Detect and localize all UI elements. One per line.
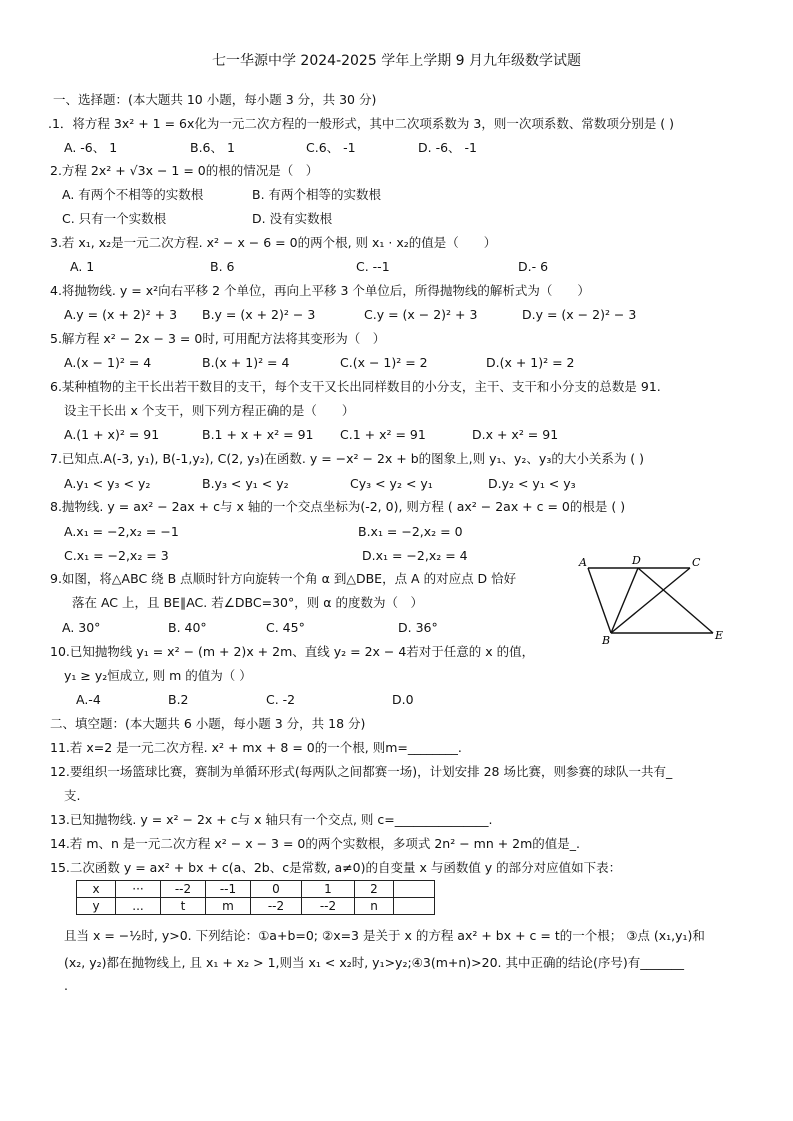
table-row bbox=[77, 898, 435, 915]
question-stem: 设主干长出 x 个支干，则下列方程正确的是（ ） bbox=[64, 403, 355, 418]
option: B. 40° bbox=[168, 620, 207, 635]
option: D. -6、 -1 bbox=[418, 140, 477, 155]
point-label-e: E bbox=[715, 629, 724, 642]
question-stem: 9.如图，将△ABC 绕 B 点顺时针方向旋转一个角 α 到△DBE，点 A 的对应点 D 恰好 bbox=[50, 571, 517, 586]
question-stem: 12.要组织一场篮球比赛，赛制为单循环形式(每两队之间都赛一场)，计划安排 28 场比赛，则参赛的球队一共有_ bbox=[50, 764, 673, 779]
point-label-a: A bbox=[579, 556, 587, 569]
table-cell: --2 bbox=[161, 881, 206, 898]
option: C.x₁ = −2,x₂ = 3 bbox=[64, 548, 169, 563]
option: A. 有两个不相等的实数根 bbox=[62, 187, 204, 202]
table-cell: y bbox=[77, 898, 116, 915]
table-cell: 0 bbox=[251, 881, 302, 898]
question-stem: 6.某种植物的主干长出若干数目的支干，每个支干又长出同样数目的小分支，主干、支干和小分支的总数是 91. bbox=[50, 379, 661, 394]
section-heading: 二、填空题：(本大题共 6 小题，每小题 3 分，共 18 分) bbox=[50, 716, 366, 731]
option: A. 30° bbox=[62, 620, 101, 635]
table-row bbox=[77, 881, 435, 898]
option: A.-4 bbox=[76, 692, 101, 707]
table-cell: ··· bbox=[116, 881, 161, 898]
question-stem: 7.已知点.A(-3, y₁), B(-1,y₂), C(2, y₃)在函数. y = −x² − 2x + b的图象上,则 y₁、y₂、y₃的大小关系为 ( ) bbox=[50, 451, 645, 466]
option: B.6、 1 bbox=[190, 140, 235, 155]
question-stem: 14.若 m、n 是一元二次方程 x² − x − 3 = 0的两个实数根，多项式 2n² − mn + 2m的值是_. bbox=[50, 836, 581, 851]
option: D.x₁ = −2,x₂ = 4 bbox=[362, 548, 468, 563]
question-stem: 10.已知抛物线 y₁ = x² − (m + 2)x + 2m、直线 y₂ = 2x − 4若对于任意的 x 的值， bbox=[50, 644, 535, 659]
table-cell: x bbox=[77, 881, 116, 898]
section-heading: 一、选择题：(本大题共 10 小题，每小题 3 分，共 30 分) bbox=[53, 92, 377, 107]
question-text: (x₂, y₂)都在抛物线上, 且 x₁ + x₂ > 1,则当 x₁ < x₂时, y₁>y₂;④3(m+n)>20. 其中正确的结论(序号)有_______ bbox=[64, 955, 684, 970]
point-label-b: B bbox=[602, 634, 611, 645]
table-cell: ... bbox=[116, 898, 161, 915]
table-cell: 1 bbox=[302, 881, 355, 898]
option: D. 36° bbox=[398, 620, 438, 635]
question-stem: 落在 AC 上，且 BE∥AC. 若∠DBC=30°，则 α 的度数为（ ） bbox=[72, 595, 423, 610]
option: B.x₁ = −2,x₂ = 0 bbox=[358, 524, 463, 539]
option: A.(x − 1)² = 4 bbox=[64, 355, 152, 370]
question-text: 且当 x = −½时, y>0. 下列结论：①a+b=0; ②x=3 是关于 x 的方程 ax² + bx + c = t的一个根； ③点 (x₁,y₁)和 bbox=[64, 928, 705, 943]
question-stem: 11.若 x=2 是一元二次方程. x² + mx + 8 = 0的一个根, 则m=________. bbox=[50, 740, 462, 755]
option: D.(x + 1)² = 2 bbox=[486, 355, 575, 370]
option: A. 1 bbox=[70, 259, 95, 274]
option: C. -2 bbox=[266, 692, 296, 707]
point-label-d: D bbox=[632, 554, 641, 567]
option: B.(x + 1)² = 4 bbox=[202, 355, 290, 370]
option: C. --1 bbox=[356, 259, 390, 274]
option: D. 没有实数根 bbox=[252, 211, 333, 226]
table-cell: --2 bbox=[302, 898, 355, 915]
table-cell: --2 bbox=[251, 898, 302, 915]
table-cell bbox=[394, 898, 435, 915]
option: B.1 + x + x² = 91 bbox=[202, 427, 314, 442]
option: A.(1 + x)² = 91 bbox=[64, 427, 160, 442]
option: C.(x − 1)² = 2 bbox=[340, 355, 428, 370]
option: A.y₁ < y₃ < y₂ bbox=[64, 476, 151, 491]
figure-lines bbox=[588, 568, 713, 633]
question-text: . bbox=[64, 978, 68, 993]
question-stem: 2.方程 2x² + √3x − 1 = 0的根的情况是（ ） bbox=[50, 163, 319, 178]
option: Cy₃ < y₂ < y₁ bbox=[350, 476, 433, 491]
table-cell: m bbox=[206, 898, 251, 915]
option: D.- 6 bbox=[518, 259, 549, 274]
question-stem: 支. bbox=[64, 788, 81, 803]
option: A.y = (x + 2)² + 3 bbox=[64, 307, 178, 322]
question-stem: .1．将方程 3x² + 1 = 6x化为一元二次方程的一般形式，其中二次项系数为 3，则一次项系数、常数项分别是 ( ) bbox=[48, 116, 675, 131]
option: B.y = (x + 2)² − 3 bbox=[202, 307, 316, 322]
question-stem: 15.二次函数 y = ax² + bx + c(a、2b、c是常数, a≠0)的自变量 x 与函数值 y 的部分对应值如下表： bbox=[50, 860, 622, 875]
value-table bbox=[76, 880, 435, 915]
geometry-figure bbox=[578, 553, 728, 645]
question-stem: 8.抛物线. y = ax² − 2ax + c与 x 轴的一个交点坐标为(-2, 0), 则方程 ( ax² − 2ax + c = 0的根是 ( ) bbox=[50, 499, 626, 514]
table-cell: t bbox=[161, 898, 206, 915]
option: C.1 + x² = 91 bbox=[340, 427, 426, 442]
option: D.0 bbox=[392, 692, 414, 707]
table-cell bbox=[394, 881, 435, 898]
option: A. -6、 1 bbox=[64, 140, 118, 155]
option: B. 6 bbox=[210, 259, 235, 274]
option: B. 有两个相等的实数根 bbox=[252, 187, 382, 202]
option: D.y = (x − 2)² − 3 bbox=[522, 307, 637, 322]
option: C.y = (x − 2)² + 3 bbox=[364, 307, 478, 322]
option: B.y₃ < y₁ < y₂ bbox=[202, 476, 289, 491]
table-cell: n bbox=[355, 898, 394, 915]
option: C. 只有一个实数根 bbox=[62, 211, 167, 226]
question-stem: 3.若 x₁, x₂是一元二次方程. x² − x − 6 = 0的两个根, 则 x₁ · x₂的值是（ ） bbox=[50, 235, 497, 250]
option: A.x₁ = −2,x₂ = −1 bbox=[64, 524, 179, 539]
table-cell: --1 bbox=[206, 881, 251, 898]
option: C. 45° bbox=[266, 620, 305, 635]
option: C.6、 -1 bbox=[306, 140, 356, 155]
point-label-c: C bbox=[692, 556, 701, 569]
question-stem: y₁ ≥ y₂恒成立, 则 m 的值为（ ） bbox=[64, 668, 252, 683]
exam-title: 七一华源中学 2024-2025 学年上学期 9 月九年级数学试题 bbox=[211, 53, 582, 69]
question-stem: 13.已知抛物线. y = x² − 2x + c与 x 轴只有一个交点, 则 c=_______________. bbox=[50, 812, 493, 827]
option: D.x + x² = 91 bbox=[472, 427, 559, 442]
table-cell: 2 bbox=[355, 881, 394, 898]
question-stem: 4.将抛物线. y = x²向右平移 2 个单位，再向上平移 3 个单位后，所得抛物线的解析式为（ ） bbox=[50, 283, 590, 298]
option: D.y₂ < y₁ < y₃ bbox=[488, 476, 576, 491]
option: B.2 bbox=[168, 692, 189, 707]
question-stem: 5.解方程 x² − 2x − 3 = 0时, 可用配方法将其变形为（ ） bbox=[50, 331, 386, 346]
